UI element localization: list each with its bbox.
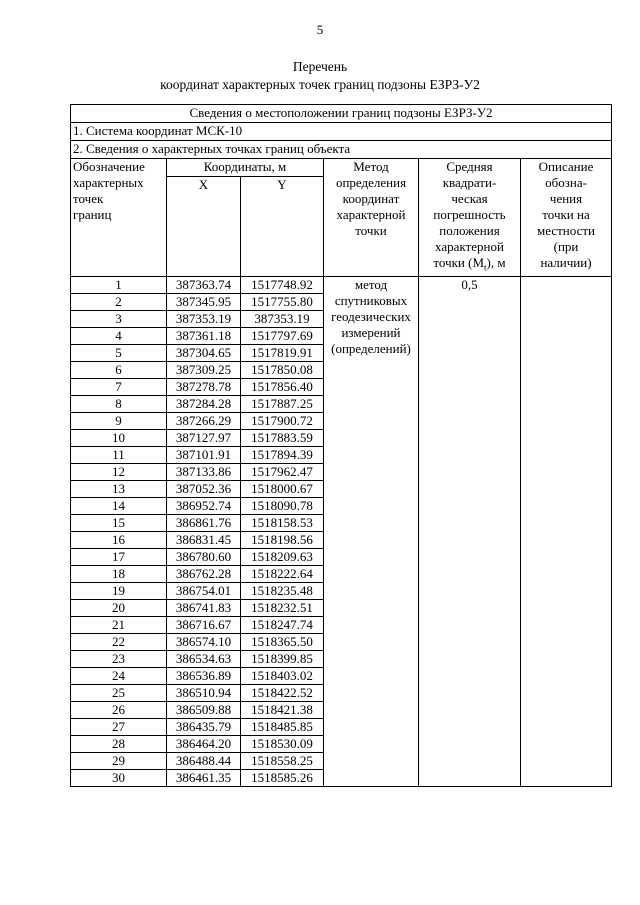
point-number: 9: [71, 412, 167, 429]
header-point-designation: [71, 159, 167, 277]
coord-x: 387345.95: [167, 293, 241, 310]
coord-y: 387353.19: [241, 310, 324, 327]
coord-y: 1518158.53: [241, 514, 324, 531]
coord-x: 386536.89: [167, 667, 241, 684]
point-number: 2: [71, 293, 167, 310]
header-description-line: местности: [537, 223, 595, 238]
coord-y: 1518198.56: [241, 531, 324, 548]
coord-x: 386952.74: [167, 497, 241, 514]
header-description-line: обозна-: [545, 175, 587, 190]
point-number: 5: [71, 344, 167, 361]
coord-x: 386754.01: [167, 582, 241, 599]
coord-y: 1518000.67: [241, 480, 324, 497]
header-method-line: Метод: [353, 159, 389, 174]
coord-y: 1518232.51: [241, 599, 324, 616]
coord-x: 386762.28: [167, 565, 241, 582]
coord-y: 1518585.26: [241, 769, 324, 786]
point-number: 16: [71, 531, 167, 548]
header-description: [521, 159, 612, 277]
coord-x: 386831.45: [167, 531, 241, 548]
header-description-line: точки на: [542, 207, 590, 222]
coord-x: 386574.10: [167, 633, 241, 650]
point-number: 27: [71, 718, 167, 735]
coord-x: 386510.94: [167, 684, 241, 701]
header-error-line: ческая: [451, 191, 488, 206]
coord-y: 1517856.40: [241, 378, 324, 395]
coord-y: 1517755.80: [241, 293, 324, 310]
coord-y: 1518209.63: [241, 548, 324, 565]
point-number: 17: [71, 548, 167, 565]
method-line: (определений): [331, 340, 411, 356]
coord-y: 1518365.50: [241, 633, 324, 650]
point-number: 23: [71, 650, 167, 667]
method-line: спутниковых: [334, 292, 408, 308]
point-number: 3: [71, 310, 167, 327]
coord-y: 1518235.48: [241, 582, 324, 599]
coord-y: 1517894.39: [241, 446, 324, 463]
coord-y: 1517797.69: [241, 327, 324, 344]
header-coordinates: Координаты, м: [167, 159, 324, 177]
method-line: измерений: [341, 324, 401, 340]
coord-x: 386488.44: [167, 752, 241, 769]
coord-y: 1517850.08: [241, 361, 324, 378]
point-number: 24: [71, 667, 167, 684]
coord-x: 386509.88: [167, 701, 241, 718]
coord-x: 386780.60: [167, 548, 241, 565]
point-number: 12: [71, 463, 167, 480]
coord-y: 1518558.25: [241, 752, 324, 769]
point-number: 18: [71, 565, 167, 582]
point-number: 21: [71, 616, 167, 633]
header-x: X: [167, 177, 241, 277]
page-number: 5: [316, 22, 324, 37]
section-coordinate-system: 1. Система координат МСК-10: [71, 123, 612, 141]
coord-x: 387101.91: [167, 446, 241, 463]
point-number: 29: [71, 752, 167, 769]
coord-x: 387133.86: [167, 463, 241, 480]
header-point-line: точек: [73, 191, 104, 206]
header-point-line: характерных: [73, 175, 144, 190]
coord-y: 1518222.64: [241, 565, 324, 582]
method-line: метод: [354, 276, 388, 292]
coord-y: 1518422.52: [241, 684, 324, 701]
point-number: 4: [71, 327, 167, 344]
table-caption: Сведения о местоположении границ подзоны ЕЗРЗ-У2: [71, 105, 612, 123]
title-line-2: координат характерных точек границ подзоны ЕЗРЗ-У2: [160, 77, 480, 92]
header-method-line: характерной: [336, 207, 406, 222]
header-error-line: точки $(M_t)$, м: [433, 255, 506, 273]
point-number: 8: [71, 395, 167, 412]
title-line-1: Перечень: [292, 59, 348, 74]
description-cell: [521, 276, 612, 786]
point-number: 26: [71, 701, 167, 718]
coord-x: 386435.79: [167, 718, 241, 735]
point-number: 28: [71, 735, 167, 752]
coord-x: 386534.63: [167, 650, 241, 667]
point-number: 6: [71, 361, 167, 378]
coord-x: 386861.76: [167, 514, 241, 531]
method-cell: [324, 276, 419, 786]
header-description-line: (при: [553, 239, 579, 254]
coord-x: 387278.78: [167, 378, 241, 395]
coord-y: 1518530.09: [241, 735, 324, 752]
point-number: 20: [71, 599, 167, 616]
coord-x: 387304.65: [167, 344, 241, 361]
coord-x: 386461.35: [167, 769, 241, 786]
coord-x: 387353.19: [167, 310, 241, 327]
error-value-cell: 0,5: [419, 276, 521, 786]
point-number: 10: [71, 429, 167, 446]
coord-y: 1518421.38: [241, 701, 324, 718]
coord-y: 1518485.85: [241, 718, 324, 735]
point-number: 15: [71, 514, 167, 531]
coord-y: 1518399.85: [241, 650, 324, 667]
header-method-line: координат: [342, 191, 400, 206]
coord-y: 1518247.74: [241, 616, 324, 633]
header-error-line: характерной: [435, 239, 504, 254]
section-points-info: 2. Сведения о характерных точках границ объекта: [71, 141, 612, 159]
point-number: 1: [71, 276, 167, 293]
coord-y: 1518403.02: [241, 667, 324, 684]
point-number: 14: [71, 497, 167, 514]
point-number: 13: [71, 480, 167, 497]
header-error-line: квадрати-: [442, 175, 497, 190]
header-error: [419, 159, 521, 277]
coord-y: 1517962.47: [241, 463, 324, 480]
point-number: 7: [71, 378, 167, 395]
coord-x: 387363.74: [167, 276, 241, 293]
header-description-line: наличии): [540, 255, 592, 270]
header-description-line: чения: [549, 191, 583, 206]
method-line: геодезических: [331, 308, 411, 324]
coord-x: 387127.97: [167, 429, 241, 446]
coord-x: 387266.29: [167, 412, 241, 429]
point-number: 22: [71, 633, 167, 650]
header-point-line: Обозначение: [73, 159, 145, 174]
header-y: Y: [241, 177, 324, 277]
coord-y: 1517887.25: [241, 395, 324, 412]
header-error-line: погрешность: [433, 207, 506, 222]
header-method-line: точки: [355, 223, 387, 238]
coord-y: 1517883.59: [241, 429, 324, 446]
header-error-line: положения: [439, 223, 500, 238]
header-point-line: границ: [73, 207, 112, 222]
table-row: [71, 276, 612, 293]
coord-y: 1517748.92: [241, 276, 324, 293]
coord-x: 386716.67: [167, 616, 241, 633]
coord-y: 1517900.72: [241, 412, 324, 429]
document-title: [0, 58, 640, 94]
coord-x: 387309.25: [167, 361, 241, 378]
header-error-line: Средняя: [446, 159, 493, 174]
header-description-line: Описание: [538, 159, 594, 174]
point-number: 19: [71, 582, 167, 599]
coord-x: 387284.28: [167, 395, 241, 412]
header-method: [324, 159, 419, 277]
coord-y: 1518090.78: [241, 497, 324, 514]
point-number: 30: [71, 769, 167, 786]
coord-x: 386741.83: [167, 599, 241, 616]
coord-x: 387052.36: [167, 480, 241, 497]
coord-y: 1517819.91: [241, 344, 324, 361]
coordinates-table: [70, 104, 612, 787]
point-number: 25: [71, 684, 167, 701]
coord-x: 387361.18: [167, 327, 241, 344]
point-number: 11: [71, 446, 167, 463]
header-method-line: определения: [335, 175, 407, 190]
coord-x: 386464.20: [167, 735, 241, 752]
